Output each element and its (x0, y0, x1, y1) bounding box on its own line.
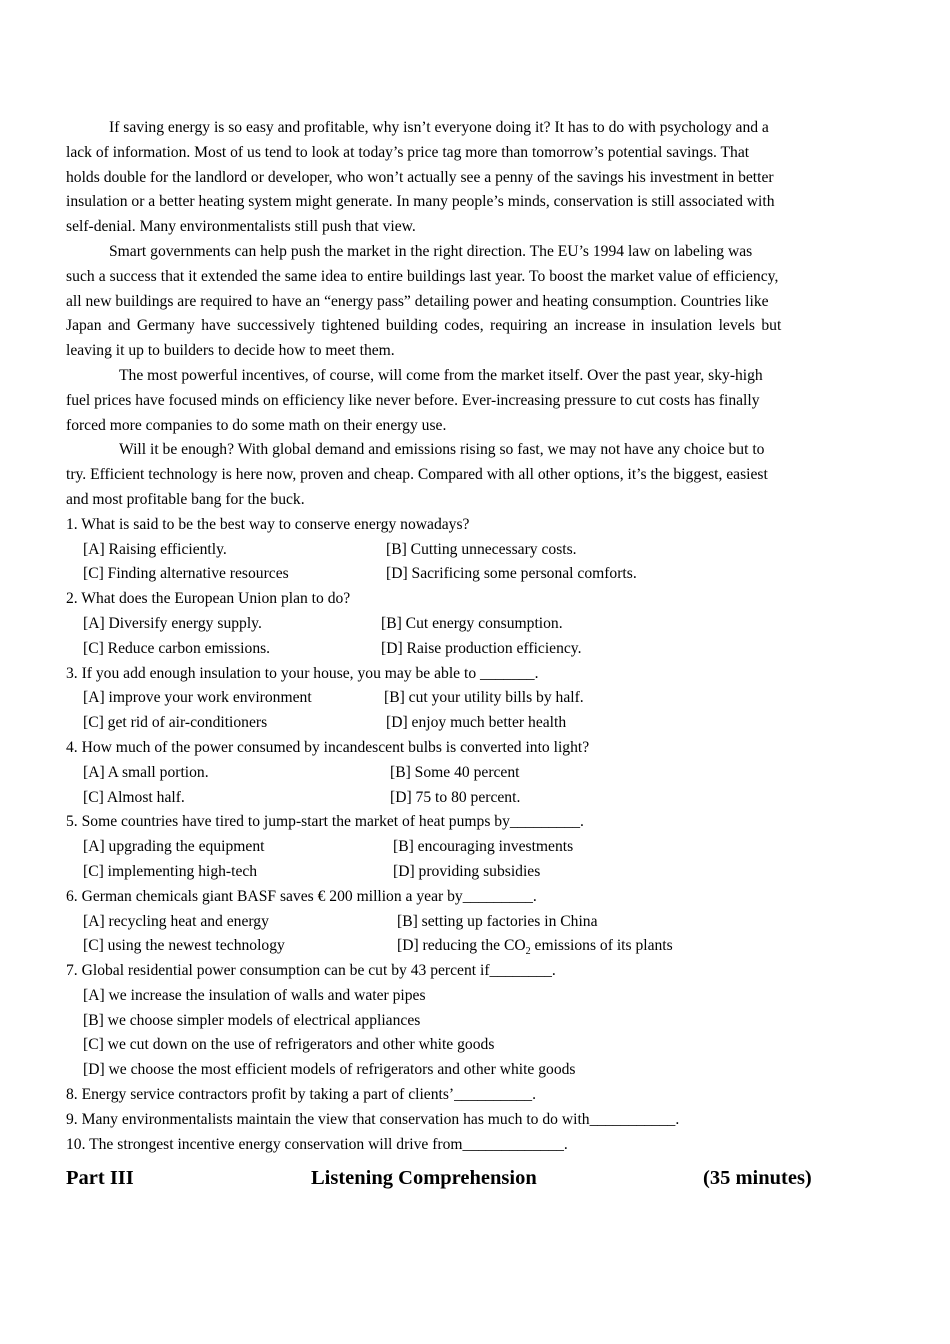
part-label: Part III (66, 1167, 134, 1190)
option-a: [A] recycling heat and energy (83, 912, 269, 930)
option-a: [A] improve your work environment (83, 689, 312, 707)
question-5 (66, 810, 886, 884)
option-row (66, 761, 886, 786)
question-8: 8. Energy service contractors profit by taking a part of clients’__________. (66, 1086, 536, 1104)
question-stem: 5. Some countries have tired to jump-start the market of heat pumps by_________. (66, 813, 584, 831)
option-a: [A] Raising efficiently. (83, 540, 227, 558)
option-d-text: [D] reducing the CO (397, 937, 526, 955)
option-b: [B] setting up factories in China (397, 912, 598, 930)
question-1 (66, 513, 886, 587)
question-4 (66, 736, 886, 810)
option-row (66, 538, 886, 563)
option-row (66, 934, 886, 959)
option-b: [B] encouraging investments (393, 838, 574, 856)
option-c: [C] implementing high-tech (83, 862, 258, 880)
reading-paragraph-2 (66, 240, 886, 364)
option-d: [D] enjoy much better health (386, 714, 567, 732)
option-c: [C] Almost half. (83, 788, 185, 806)
question-stem: 1. What is said to be the best way to conserve energy nowadays? (66, 515, 470, 533)
text-line: lack of information. Most of us tend to look at today’s price tag more than tomorrow’s potential savings. That (66, 143, 750, 161)
question-stem: 3. If you add enough insulation to your house, you may be able to _______. (66, 664, 539, 682)
option-row (66, 786, 886, 811)
option-row (66, 637, 886, 662)
option-c: [C] using the newest technology (83, 937, 285, 955)
option-d: [D] 75 to 80 percent. (390, 788, 521, 806)
text-line: and most profitable bang for the buck. (66, 490, 305, 508)
option-c: [C] we cut down on the use of refrigerators and other white goods (83, 1036, 495, 1054)
question-6 (66, 885, 886, 959)
option-d: [D] Raise production efficiency. (381, 639, 582, 657)
question-2 (66, 587, 886, 661)
option-row (66, 711, 886, 736)
section-title: Listening Comprehension (311, 1167, 537, 1190)
reading-paragraph-1 (66, 116, 886, 240)
text-line: try. Efficient technology is here now, proven and cheap. Compared with all other options, it’s the biggest, easiest (66, 466, 768, 484)
text-line: all new buildings are required to have an “energy pass” detailing power and heating consumption. Countries like (66, 292, 769, 310)
option-d-tail: emissions of its plants (530, 937, 673, 955)
text-line: Japan and Germany have successively tightened building codes, requiring an increase in insulation levels but (66, 317, 782, 335)
question-3 (66, 662, 886, 736)
reading-paragraph-4 (66, 438, 886, 512)
option-row (66, 562, 886, 587)
text-line: fuel prices have focused minds on efficiency like never before. Ever-increasing pressure to cut costs has finally (66, 391, 760, 409)
text-line: If saving energy is so easy and profitable, why isn’t everyone doing it? It has to do with psychology and a (109, 119, 769, 136)
text-line: Will it be enough? With global demand and emissions rising so fast, we may not have any choice but to (119, 441, 765, 459)
question-7 (66, 959, 886, 1083)
text-line: self-denial. Many environmentalists still push that view. (66, 218, 416, 236)
option-c: [C] get rid of air-conditioners (83, 714, 268, 732)
option-a: [A] we increase the insulation of walls and water pipes (83, 986, 426, 1004)
text-line: The most powerful incentives, of course, will come from the market itself. Over the past year, sky-high (119, 366, 763, 384)
option-b: [B] we choose simpler models of electrical appliances (83, 1011, 421, 1029)
text-line: forced more companies to do some math on their energy use. (66, 416, 447, 434)
option-b: [B] Cutting unnecessary costs. (386, 540, 577, 558)
option-a: [A] A small portion. (83, 763, 209, 781)
option-row (66, 860, 886, 885)
section-time: (35 minutes) (703, 1167, 812, 1190)
option-row (66, 910, 886, 935)
text-line: insulation or a better heating system might generate. In many people’s minds, conservation is still associated with (66, 193, 775, 211)
option-c: [C] Reduce carbon emissions. (83, 639, 271, 657)
option-row (66, 686, 886, 711)
option-a: [A] Diversify energy supply. (83, 614, 262, 632)
option-a: [A] upgrading the equipment (83, 838, 265, 856)
text-line: holds double for the landlord or developer, who won’t actually see a penny of the savings his investment in better (66, 168, 774, 186)
option-d: [D] we choose the most efficient models of refrigerators and other white goods (83, 1061, 576, 1079)
question-stem: 4. How much of the power consumed by incandescent bulbs is converted into light? (66, 738, 590, 756)
option-row (66, 835, 886, 860)
option-b: [B] cut your utility bills by half. (384, 689, 584, 707)
option-c: [C] Finding alternative resources (83, 565, 289, 583)
text-line: Smart governments can help push the market in the right direction. The EU’s 1994 law on labeling was (109, 242, 753, 260)
option-d: [D] providing subsidies (393, 862, 541, 880)
option-d (397, 934, 673, 959)
exam-page (66, 116, 886, 1193)
question-stem: 2. What does the European Union plan to do? (66, 590, 351, 608)
option-b: [B] Cut energy consumption. (381, 614, 563, 632)
text-line: leaving it up to builders to decide how to meet them. (66, 342, 395, 360)
question-10: 10. The strongest incentive energy conservation will drive from_____________. (66, 1135, 568, 1153)
text-line: such a success that it extended the same idea to entire buildings last year. To boost the market value of efficiency, (66, 267, 779, 285)
option-row (66, 612, 886, 637)
question-stem: 6. German chemicals giant BASF saves € 200 million a year by_________. (66, 887, 537, 905)
question-stem: 7. Global residential power consumption can be cut by 43 percent if________. (66, 962, 556, 980)
option-b: [B] Some 40 percent (390, 763, 520, 781)
option-d: [D] Sacrificing some personal comforts. (386, 565, 637, 583)
co2-subscript: 2 (525, 946, 531, 958)
reading-paragraph-3 (66, 364, 886, 438)
question-9: 9. Many environmentalists maintain the view that conservation has much to do with___________. (66, 1110, 680, 1128)
part-heading (66, 1163, 886, 1193)
